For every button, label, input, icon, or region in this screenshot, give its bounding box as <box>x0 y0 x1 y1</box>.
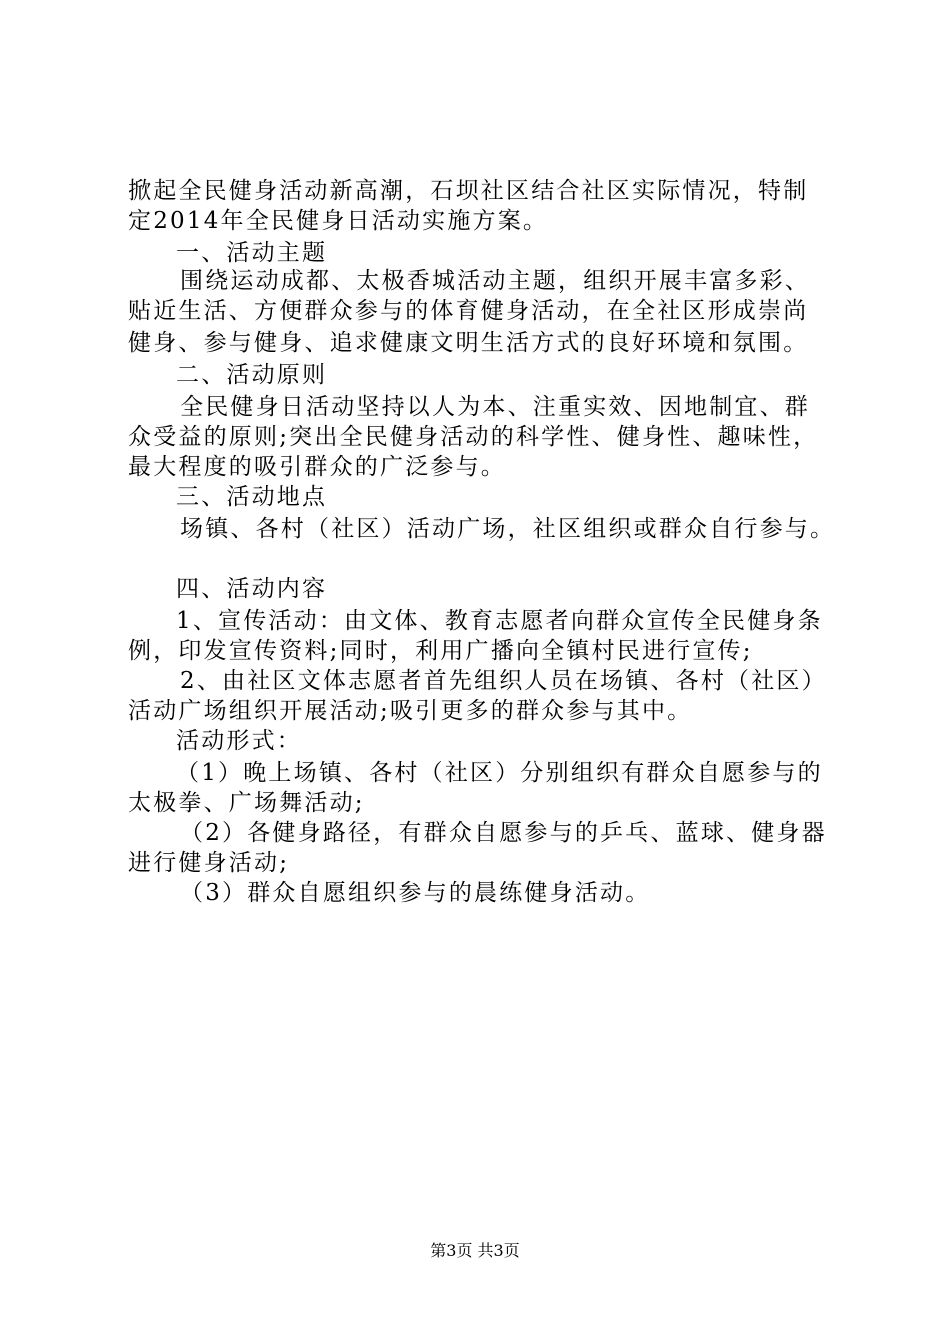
paragraph-line: 围绕运动成都、太极香城活动主题，组织开展丰富多彩、 <box>180 268 810 294</box>
section-heading-principle: 二、活动原则 <box>176 362 328 388</box>
section-heading-content: 四、活动内容 <box>176 576 328 602</box>
paragraph-line: 2、由社区文体志愿者首先组织人员在场镇、各村（社区） <box>180 668 827 694</box>
paragraph-line: 众受益的原则;突出全民健身活动的科学性、健身性、趣味性， <box>128 424 819 450</box>
paragraph-line: 最大程度的吸引群众的广泛参与。 <box>128 454 506 480</box>
paragraph-line: 场镇、各村（社区）活动广场，社区组织或群众自行参与。 <box>180 516 836 542</box>
paragraph-line: （1）晚上场镇、各村（社区）分别组织有群众自愿参与的 <box>176 760 823 786</box>
paragraph-line: （3）群众自愿组织参与的晨练健身活动。 <box>180 880 651 906</box>
paragraph-line: 健身、参与健身、追求健康文明生活方式的良好环境和氛围。 <box>128 330 809 356</box>
paragraph-line: 全民健身日活动坚持以人为本、注重实效、因地制宜、群 <box>180 394 810 420</box>
page-number-footer: 第3页 共3页 <box>430 1241 520 1260</box>
paragraph-line: 贴近生活、方便群众参与的体育健身活动，在全社区形成崇尚 <box>128 298 809 324</box>
paragraph-line: 活动广场组织开展活动;吸引更多的群众参与其中。 <box>128 698 693 724</box>
section-heading-location: 三、活动地点 <box>176 484 328 510</box>
subsection-heading-forms: 活动形式： <box>176 728 302 754</box>
paragraph-line: 定2014年全民健身日活动实施方案。 <box>128 208 549 234</box>
paragraph-line: （2）各健身路径，有群众自愿参与的乒乓、蓝球、健身器 <box>180 820 827 846</box>
section-heading-theme: 一、活动主题 <box>176 240 328 266</box>
paragraph-line: 进行健身活动; <box>128 850 290 876</box>
paragraph-line: 1、宣传活动：由文体、教育志愿者向群众宣传全民健身条 <box>176 608 823 634</box>
paragraph-line: 例，印发宣传资料;同时，利用广播向全镇村民进行宣传; <box>128 638 753 664</box>
paragraph-line: 太极拳、广场舞活动; <box>128 790 365 816</box>
paragraph-line: 掀起全民健身活动新高潮，石坝社区结合社区实际情况，特制 <box>128 178 809 204</box>
